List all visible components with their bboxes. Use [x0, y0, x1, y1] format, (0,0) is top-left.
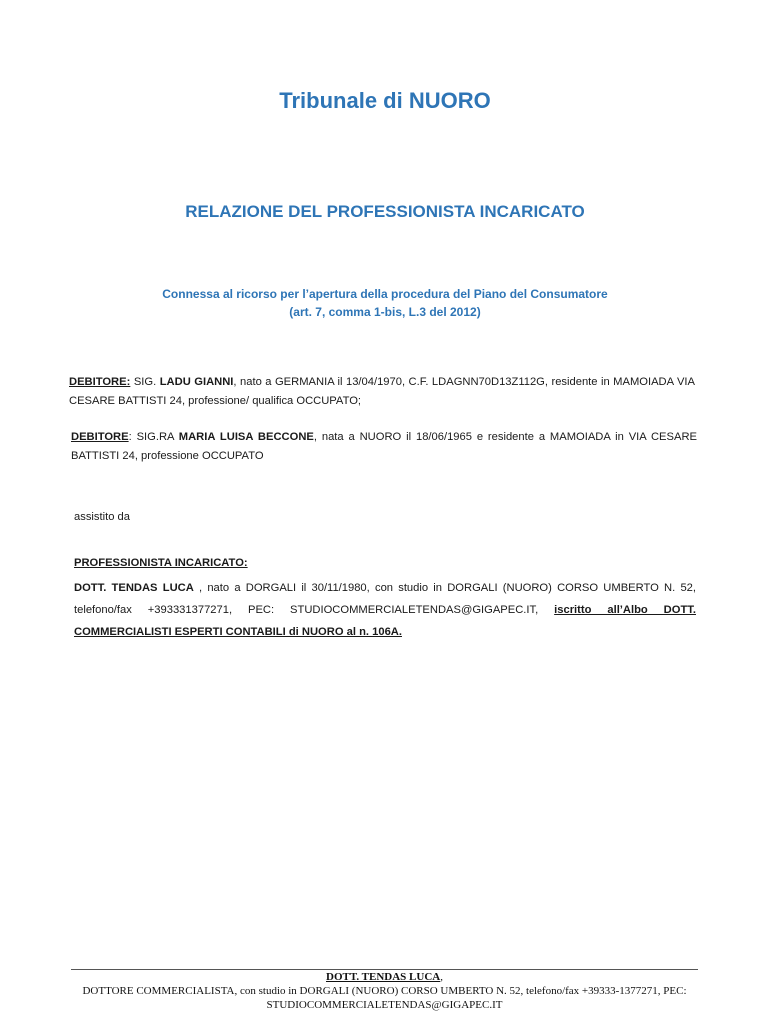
debtor-2-label: DEBITORE	[71, 431, 129, 443]
debtor-1-paragraph	[69, 373, 695, 411]
footer-name-suffix: ,	[440, 971, 443, 983]
professional-name: DOTT. TENDAS LUCA	[74, 582, 194, 594]
footer-name: DOTT. TENDAS LUCA	[326, 971, 441, 983]
debtor-1-title: SIG.	[130, 376, 160, 388]
debtor-2-title: : SIG.RA	[128, 431, 179, 443]
report-title: RELAZIONE DEL PROFESSIONISTA INCARICATO	[185, 202, 585, 221]
professional-register: iscritto all’Albo DOTT. COMMERCIALISTI ESPERTI CONTABILI di NUORO al n. 106A.	[74, 604, 696, 638]
professional-details: , nato a DORGALI il 30/11/1980, con studio in DORGALI (NUORO) CORSO UMBERTO N. 52, telefono/fax +393331377271, PEC: STUDIOCOMMERCIALETENDAS@GIGAPEC.IT,	[74, 582, 696, 616]
page-footer	[71, 970, 698, 1012]
debtor-2-details: , nata a NUORO il 18/06/1965 e residente a MAMOIADA in VIA CESARE BATTISTI 24, professione OCCUPATO	[71, 431, 697, 462]
professional-heading: PROFESSIONISTA INCARICATO:	[74, 557, 248, 569]
debtor-2-name: MARIA LUISA BECCONE	[178, 431, 314, 443]
subtitle-line-2: (art. 7, comma 1-bis, L.3 del 2012)	[289, 305, 481, 319]
subtitle-line-1: Connessa al ricorso per l’apertura della procedura del Piano del Consumatore	[162, 287, 608, 301]
debtor-1-details: , nato a GERMANIA il 13/04/1970, C.F. LDAGNN70D13Z112G, residente in MAMOIADA VIA CESARE BATTISTI 24, professione/ qualifica OCCUPATO;	[69, 376, 695, 407]
court-title: Tribunale di NUORO	[279, 88, 491, 113]
subtitle	[0, 285, 770, 321]
debtor-2-paragraph	[71, 428, 697, 466]
debtor-1-label: DEBITORE:	[69, 376, 131, 388]
footer-line-1	[71, 970, 698, 984]
assisted-by-text: assistito da	[74, 511, 130, 523]
debtor-1-name: LADU GIANNI	[159, 376, 234, 388]
footer-line-2: DOTTORE COMMERCIALISTA, con studio in DORGALI (NUORO) CORSO UMBERTO N. 52, telefono/fax +39333-1377271, PEC: STUDIOCOMMERCIALETENDAS@GIGAPEC.IT	[82, 985, 687, 1011]
professional-paragraph	[74, 577, 696, 643]
